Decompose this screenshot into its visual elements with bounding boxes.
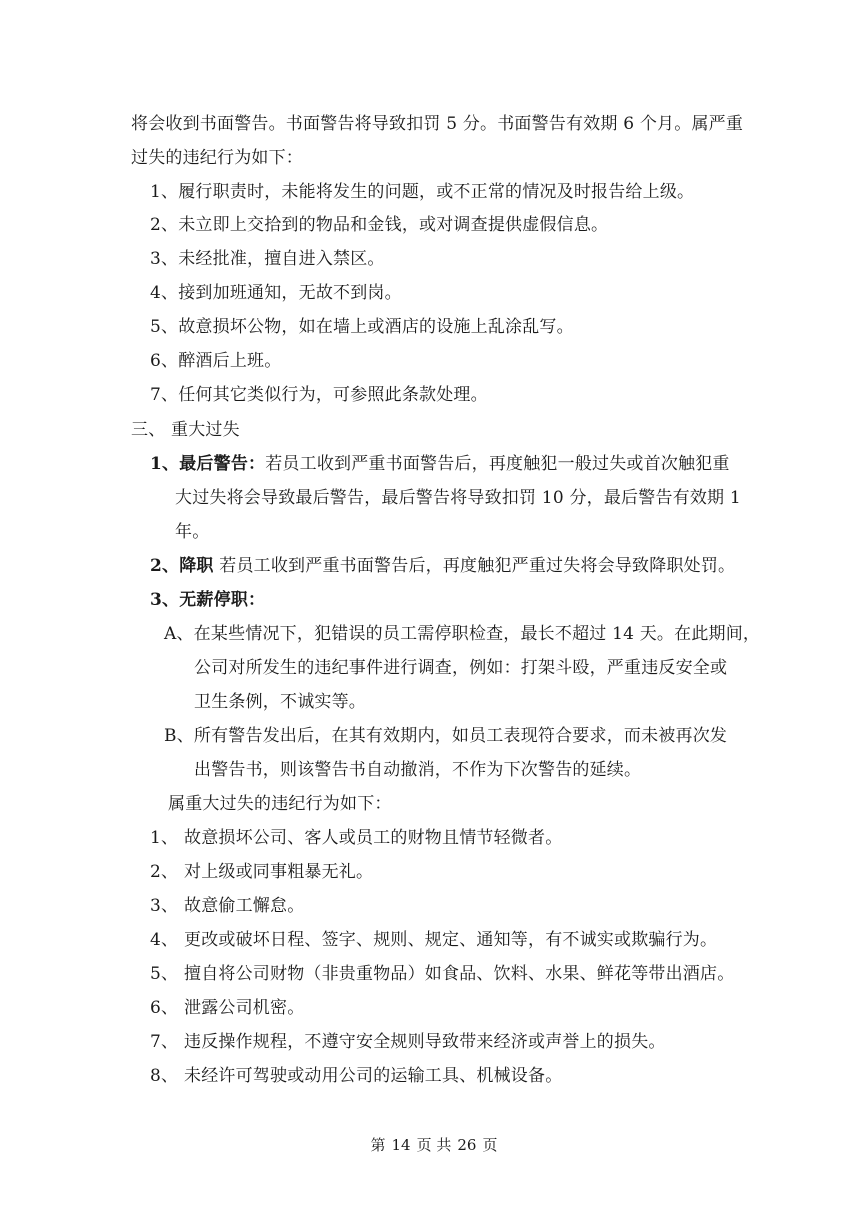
serious-item-6: 6、醉酒后上班。 [150, 351, 282, 371]
major-item-5 [150, 962, 734, 986]
final-warning-text-1: 若员工收到严重书面警告后，再度触犯一般过失或首次触犯重 [265, 454, 730, 474]
major-item-number: 6、 [150, 998, 179, 1018]
major-item-number: 2、 [150, 862, 179, 882]
major-item-8 [150, 1064, 562, 1088]
major-item-text: 更改或破坏日程、签字、规则、规定、通知等，有不诚实或欺骗行为。 [184, 930, 718, 950]
major-item-6 [150, 996, 304, 1020]
suspension-label: 无薪停职： [179, 590, 266, 610]
footer-current-page: 14 [391, 1136, 411, 1154]
final-warning-line-3: 年。 [175, 522, 210, 542]
major-item-text: 未经许可驾驶或动用公司的运输工具、机械设备。 [184, 1066, 563, 1086]
serious-item-3: 3、未经批准，擅自进入禁区。 [150, 249, 385, 269]
major-intro: 属重大过失的违纪行为如下： [168, 794, 392, 814]
suspension-a-line-2: 公司对所发生的违纪事件进行调查，例如：打架斗殴，严重违反安全或 [194, 658, 728, 678]
serious-item-1: 1、履行职责时，未能将发生的问题，或不正常的情况及时报告给上级。 [150, 182, 695, 202]
suspension-line [150, 588, 265, 612]
major-item-text: 故意偷工懈怠。 [184, 896, 305, 916]
suspension-b-line-2: 出警告书，则该警告书自动撤消，不作为下次警告的延续。 [194, 760, 642, 780]
demotion-label: 降职 [179, 556, 214, 576]
serious-item-5: 5、故意损坏公物，如在墙上或酒店的设施上乱涂乱写。 [150, 317, 574, 337]
footer-suffix: 页 [482, 1136, 498, 1154]
serious-item-2: 2、未立即上交拾到的物品和金钱，或对调查提供虚假信息。 [150, 215, 609, 235]
footer-total-pages: 26 [457, 1136, 477, 1154]
final-warning-line-2: 大过失将会导致最后警告，最后警告将导致扣罚 10 分，最后警告有效期 1 [175, 488, 741, 508]
major-item-text: 泄露公司机密。 [184, 998, 305, 1018]
suspension-number: 3、 [150, 590, 180, 610]
demotion-number: 2、 [150, 556, 180, 576]
serious-item-7: 7、任何其它类似行为，可参照此条款处理。 [150, 385, 488, 405]
suspension-b-line-1: B、所有警告发出后，在其有效期内，如员工表现符合要求，而未被再次发 [164, 726, 728, 746]
final-warning-number: 1、 [150, 454, 180, 474]
major-item-text: 故意损坏公司、客人或员工的财物且情节轻微者。 [184, 828, 563, 848]
major-item-2 [150, 860, 373, 884]
major-item-text: 对上级或同事粗暴无礼。 [184, 862, 374, 882]
footer-prefix: 第 [370, 1136, 386, 1154]
final-warning-line-1 [150, 452, 730, 476]
major-item-1 [150, 826, 562, 850]
major-item-text: 擅自将公司财物（非贵重物品）如食品、饮料、水果、鲜花等带出酒店。 [184, 964, 735, 984]
suspension-a-line-1: A、在某些情况下，犯错误的员工需停职检查，最长不超过 14 天。在此期间， [164, 624, 761, 644]
demotion-text: 若员工收到严重书面警告后，再度触犯严重过失将会导致降职处罚。 [213, 556, 736, 576]
major-item-number: 8、 [150, 1066, 179, 1086]
major-item-4 [150, 928, 717, 952]
major-item-3 [150, 894, 304, 918]
serious-item-4: 4、接到加班通知，无故不到岗。 [150, 283, 402, 303]
major-item-number: 1、 [150, 828, 179, 848]
intro-line-1: 将会收到书面警告。书面警告将导致扣罚 5 分。书面警告有效期 6 个月。属严重 [131, 114, 744, 134]
major-item-number: 7、 [150, 1032, 179, 1052]
major-item-number: 5、 [150, 964, 179, 984]
final-warning-label: 最后警告： [179, 454, 266, 474]
suspension-a-line-3: 卫生条例，不诚实等。 [194, 692, 366, 712]
footer-middle: 页 共 [416, 1136, 452, 1154]
section-3-heading: 三、 重大过失 [131, 420, 240, 440]
major-item-number: 3、 [150, 896, 179, 916]
intro-line-2: 过失的违纪行为如下： [131, 148, 303, 168]
major-item-text: 违反操作规程，不遵守安全规则导致带来经济或声誉上的损失。 [184, 1032, 666, 1052]
major-item-7 [150, 1030, 666, 1054]
major-item-number: 4、 [150, 930, 179, 950]
page-footer [0, 1135, 868, 1155]
demotion-line [150, 554, 735, 578]
